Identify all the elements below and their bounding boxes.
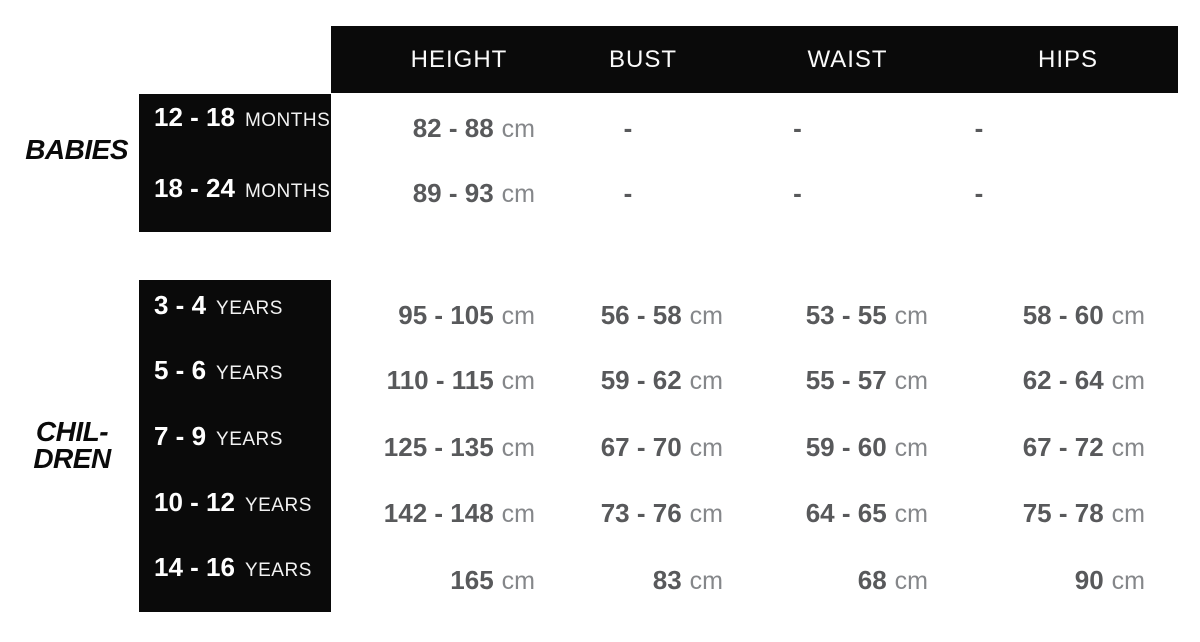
height-cell: 142 - 148 cm: [383, 498, 535, 528]
age-row-label: [154, 420, 329, 452]
no-value-dash: -: [974, 178, 984, 208]
age-unit: YEARS: [244, 560, 312, 581]
age-range: 18 - 24: [154, 173, 235, 203]
section-label-babies: [0, 133, 128, 167]
age-unit: YEARS: [216, 363, 283, 384]
section-label-text: CHIL-: [35, 416, 109, 447]
children-age-block: [139, 280, 331, 612]
hips-cell: 90 cm: [1074, 565, 1145, 595]
column-header-bust: BUST: [608, 45, 677, 73]
no-value-dash: -: [623, 178, 633, 208]
table-row: [331, 112, 1178, 144]
age-row-label: [154, 172, 329, 204]
babies-age-block: [139, 94, 331, 232]
waist-cell: 55 - 57 cm: [805, 365, 928, 395]
age-row-label: [154, 551, 329, 583]
hips-cell: 75 - 78 cm: [1022, 498, 1145, 528]
waist-cell: 68 cm: [857, 565, 928, 595]
age-row-label: [154, 486, 329, 518]
age-unit: YEARS: [216, 298, 283, 319]
age-range: 10 - 12: [154, 487, 235, 517]
height-cell: 125 - 135 cm: [383, 432, 535, 462]
age-unit: YEARS: [216, 429, 283, 450]
bust-cell: 59 - 62 cm: [600, 365, 723, 395]
height-cell: 89 - 93 cm: [412, 178, 535, 208]
section-label-text: BABIES: [25, 134, 128, 165]
hips-cell: [865, 177, 1093, 214]
age-range: 7 - 9: [154, 421, 207, 451]
age-unit: MONTHS: [244, 181, 331, 202]
age-range: 12 - 18: [154, 102, 235, 132]
waist-cell: 64 - 65 cm: [805, 498, 928, 528]
height-cell: 110 - 115 cm: [386, 365, 535, 395]
age-row-label: [154, 101, 329, 133]
hips-cell: 58 - 60 cm: [1022, 300, 1145, 330]
no-value-dash: -: [974, 113, 984, 143]
section-label-children: [0, 418, 144, 472]
no-value-dash: -: [793, 178, 802, 208]
table-header: [331, 26, 1178, 93]
table-row: [331, 564, 1178, 596]
bust-cell: 73 - 76 cm: [600, 498, 723, 528]
table-row: [331, 364, 1178, 396]
table-row: [331, 299, 1178, 331]
age-row-label: [154, 289, 329, 321]
table-row: [331, 497, 1178, 529]
table-row: [331, 431, 1178, 463]
height-cell: 82 - 88 cm: [412, 113, 535, 143]
hips-cell: 62 - 64 cm: [1022, 365, 1145, 395]
waist-cell: 53 - 55 cm: [805, 300, 928, 330]
age-row-label: [154, 354, 329, 386]
hips-cell: 67 - 72 cm: [1022, 432, 1145, 462]
hips-cell: [865, 112, 1093, 149]
column-header-hips: HIPS: [1037, 45, 1098, 73]
column-header-height: HEIGHT: [410, 45, 508, 73]
no-value-dash: -: [793, 113, 802, 143]
table-row: [331, 177, 1178, 209]
age-range: 14 - 16: [154, 552, 235, 582]
section-label-text: DREN: [33, 443, 111, 474]
age-range: 3 - 4: [154, 290, 207, 320]
bust-cell: 67 - 70 cm: [600, 432, 723, 462]
column-header-waist: WAIST: [807, 45, 888, 73]
no-value-dash: -: [623, 113, 633, 143]
age-range: 5 - 6: [154, 355, 207, 385]
age-unit: MONTHS: [244, 110, 331, 131]
bust-cell: 56 - 58 cm: [600, 300, 723, 330]
height-cell: 165 cm: [450, 565, 535, 595]
age-unit: YEARS: [244, 495, 312, 516]
bust-cell: 83 cm: [652, 565, 723, 595]
height-cell: 95 - 105 cm: [398, 300, 535, 330]
waist-cell: 59 - 60 cm: [805, 432, 928, 462]
